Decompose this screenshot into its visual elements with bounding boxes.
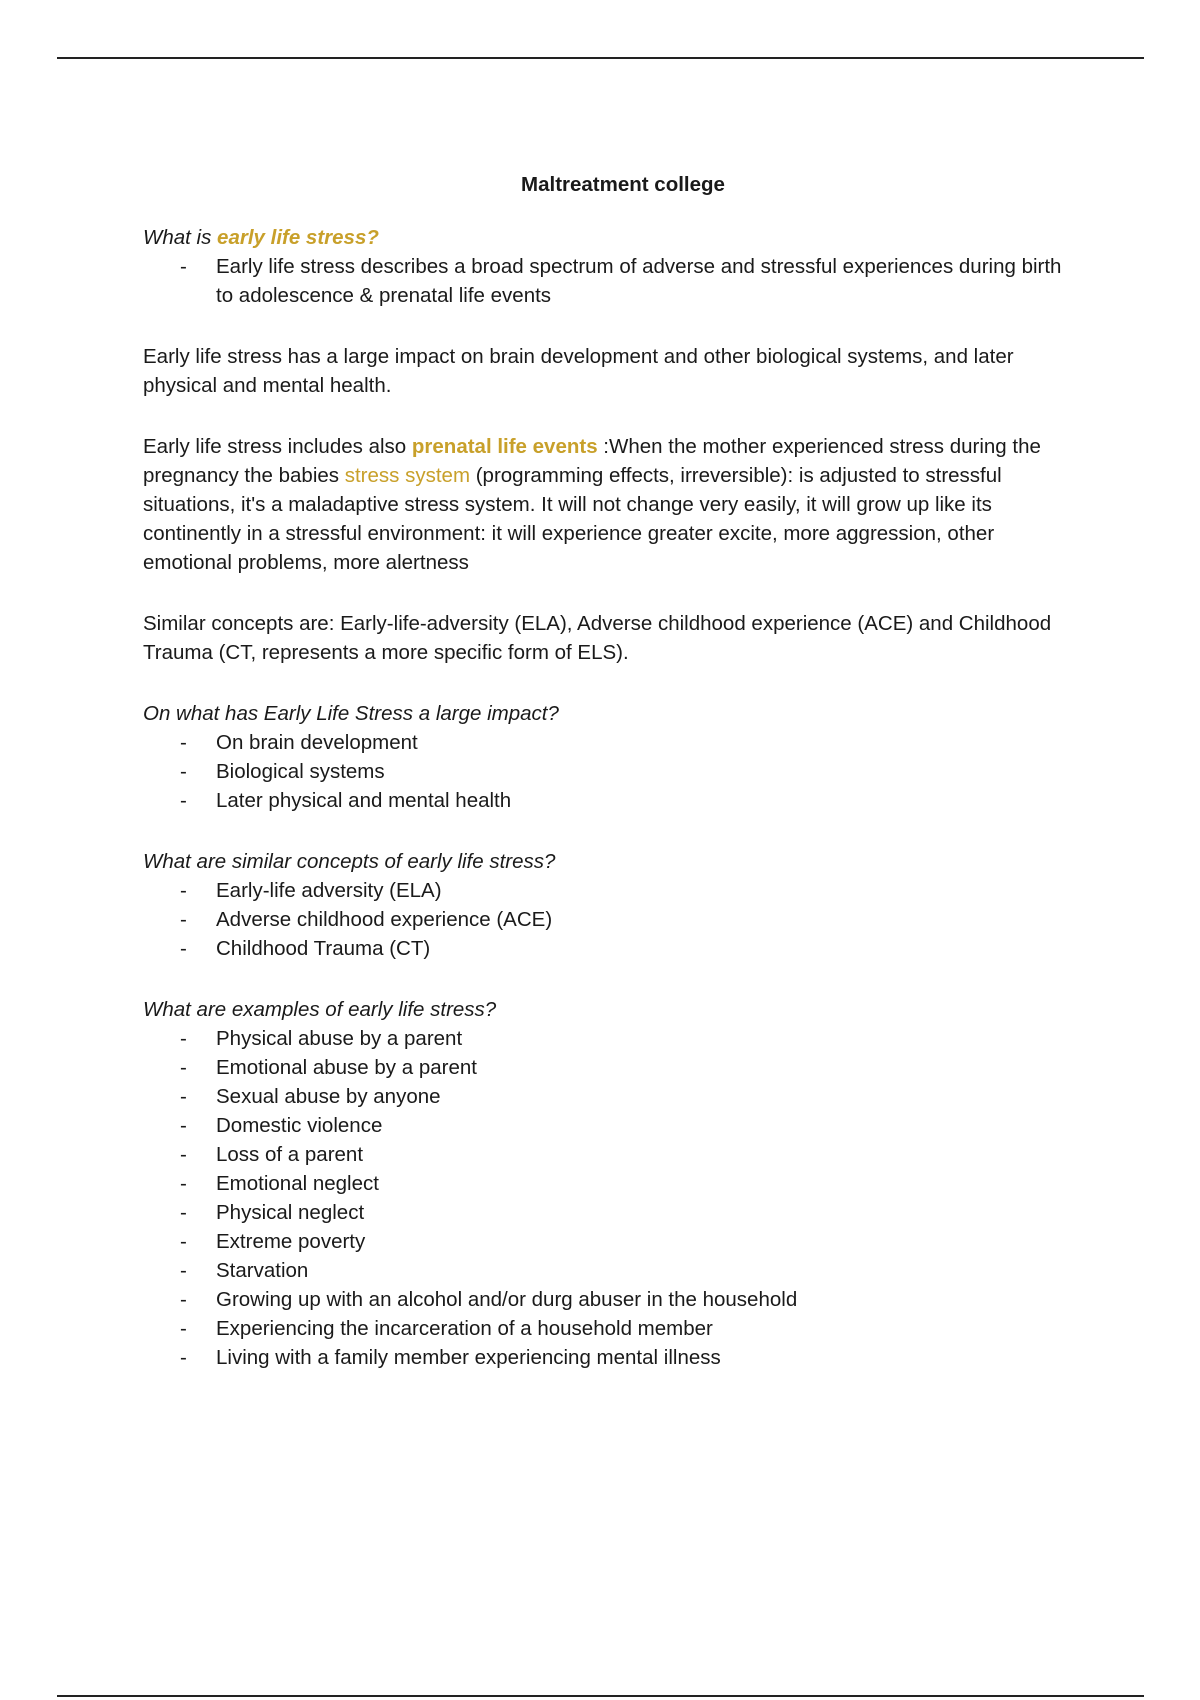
list-item-text: Physical neglect [216, 1201, 365, 1224]
bullet-dash: - [180, 1085, 187, 1108]
bullet-dash: - [180, 789, 187, 812]
highlight-prenatal-life-events: prenatal life events [411, 435, 598, 458]
bullet-dash: - [180, 1201, 187, 1224]
list-item-text: Adverse childhood experience (ACE) [216, 908, 553, 931]
bullet-dash: - [180, 937, 187, 960]
list-item [143, 905, 1063, 934]
bullet-dash: - [180, 760, 187, 783]
highlight-stress-system: stress system [344, 464, 471, 487]
list-item-text: Sexual abuse by anyone [216, 1085, 441, 1108]
list-item [143, 786, 1063, 815]
bullet-dash: - [180, 1172, 187, 1195]
paragraph-impact: Early life stress has a large impact on brain development and other biological systems, and later physical and mental health. [143, 345, 1014, 397]
list-item-text: Physical abuse by a parent [216, 1027, 463, 1050]
list-item [143, 1053, 1063, 1082]
list-item-text: Childhood Trauma (CT) [216, 937, 431, 960]
examples-list [143, 1024, 1063, 1372]
list-item-text: Emotional abuse by a parent [216, 1056, 477, 1079]
header-rule [57, 57, 1144, 59]
question-what-is-els [143, 223, 1063, 252]
list-item-text: Extreme poverty [216, 1230, 366, 1253]
document-title: Maltreatment college [521, 173, 725, 196]
bullet-dash: - [180, 1143, 187, 1166]
question-prefix: What is [143, 226, 218, 249]
definition-list [143, 252, 1063, 310]
list-item-text: Later physical and mental health [216, 789, 512, 812]
list-item-text: Early-life adversity (ELA) [216, 879, 442, 902]
list-item [143, 934, 1063, 963]
list-item [143, 1256, 1063, 1285]
list-item [143, 1111, 1063, 1140]
paragraph-prenatal-part1: Early life stress includes also [143, 435, 412, 458]
list-item-text: Experiencing the incarceration of a household member [216, 1317, 713, 1340]
list-item-text: Starvation [216, 1259, 309, 1282]
list-item [143, 252, 1063, 310]
question-similar-concepts: What are similar concepts of early life stress? [143, 850, 556, 873]
bullet-dash: - [180, 879, 187, 902]
list-item [143, 1314, 1063, 1343]
list-item [143, 728, 1063, 757]
bullet-dash: - [180, 1114, 187, 1137]
list-item [143, 1227, 1063, 1256]
list-item-text: Living with a family member experiencing mental illness [216, 1346, 721, 1369]
bullet-dash: - [180, 1346, 187, 1369]
bullet-dash: - [180, 1056, 187, 1079]
question-impact: On what has Early Life Stress a large impact? [143, 702, 559, 725]
bullet-dash: - [180, 1259, 187, 1282]
list-item [143, 1082, 1063, 1111]
list-item [143, 1024, 1063, 1053]
paragraph-prenatal-part2: :When the mother experienced stress during the pregnancy the babies [143, 435, 1041, 487]
bullet-dash: - [180, 1288, 187, 1311]
list-item-text: Early life stress describes a broad spectrum of adverse and stressful experiences during birth to adolescence & prenatal life events [216, 255, 1062, 307]
bullet-dash: - [180, 731, 187, 754]
list-item-text: Loss of a parent [216, 1143, 364, 1166]
similar-concepts-list [143, 876, 1063, 963]
list-item [143, 1343, 1063, 1372]
list-item-text: Emotional neglect [216, 1172, 379, 1195]
list-item [143, 1140, 1063, 1169]
list-item-text: Growing up with an alcohol and/or durg abuser in the household [216, 1288, 798, 1311]
list-item [143, 757, 1063, 786]
paragraph-prenatal-part3: (programming effects, irreversible): is adjusted to stressful situations, it's a maladaptive stress system. It will not change very easily, it will grow up like its continently in a stressful environment: it will experience greater excite, more aggression, other emotional problems, more alertness [143, 464, 1002, 574]
list-item [143, 876, 1063, 905]
paragraph-prenatal [143, 432, 1063, 577]
impact-list [143, 728, 1063, 815]
bullet-dash: - [180, 1027, 187, 1050]
bullet-dash: - [180, 255, 187, 278]
paragraph-similar-concepts: Similar concepts are: Early-life-adversity (ELA), Adverse childhood experience (ACE) and Childhood Trauma (CT, represents a more specific form of ELS). [143, 612, 1052, 664]
bullet-dash: - [180, 908, 187, 931]
list-item-text: Domestic violence [216, 1114, 383, 1137]
list-item-text: Biological systems [216, 760, 385, 783]
question-highlight: early life stress? [217, 226, 379, 249]
footer-rule [57, 1695, 1144, 1697]
bullet-dash: - [180, 1230, 187, 1253]
list-item-text: On brain development [216, 731, 418, 754]
list-item [143, 1169, 1063, 1198]
bullet-dash: - [180, 1317, 187, 1340]
list-item [143, 1285, 1063, 1314]
question-examples: What are examples of early life stress? [143, 998, 497, 1021]
document-page [143, 170, 1063, 1372]
list-item [143, 1198, 1063, 1227]
